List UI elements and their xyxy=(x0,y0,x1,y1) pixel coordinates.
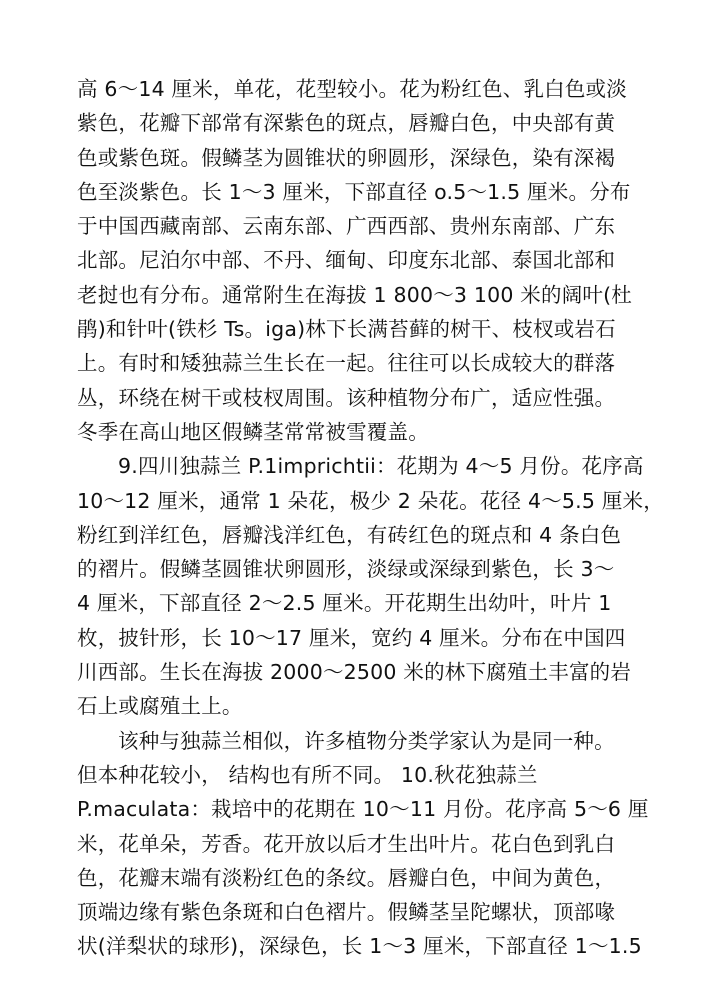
text-line: 顶端边缘有紫色条斑和白色褶片。假鳞茎呈陀螺状，顶部喙 xyxy=(77,900,616,925)
paragraph-start-line: 9.四川独蒜兰 P.1imprichtii：花期为 4～5 月份。花序高 xyxy=(118,454,644,479)
text-line: 但本种花较小， 结构也有所不同。 10.秋花独蒜兰 xyxy=(77,762,538,787)
text-line: 米，花单朵，芳香。花开放以后才生出叶片。花白色到乳白 xyxy=(77,831,616,856)
text-line: 鹃)和针叶(铁杉 Ts。iga)林下长满苔藓的树干、枝杈或岩石 xyxy=(77,317,616,342)
paragraph-start-line: 该种与独蒜兰相似，许多植物分类学家认为是同一种。 xyxy=(118,728,615,753)
text-line: 粉红到洋红色，唇瓣浅洋红色，有砖红色的斑点和 4 条白色 xyxy=(77,522,622,547)
text-line: 色，花瓣末端有淡粉红色的条纹。唇瓣白色，中间为黄色， xyxy=(77,865,616,890)
text-line: 冬季在高山地区假鳞茎常常被雪覆盖。 xyxy=(77,419,429,444)
text-line: 10～12 厘米，通常 1 朵花，极少 2 朵花。花径 4～5.5 厘米， xyxy=(77,488,664,513)
text-line: 色至淡紫色。长 1～3 厘米，下部直径 o.5～1.5 厘米。分布 xyxy=(77,179,631,204)
text-line: 上。有时和矮独蒜兰生长在一起。往往可以长成较大的群落 xyxy=(77,351,616,376)
text-line: 丛，环绕在树干或枝杈周围。该种植物分布广，适应性强。 xyxy=(77,385,616,410)
text-line: 枚，披针形，长 10～17 厘米，宽约 4 厘米。分布在中国四 xyxy=(77,625,626,650)
text-line: 川西部。生长在海拔 2000～2500 米的林下腐殖土丰富的岩 xyxy=(77,660,632,685)
body-text xyxy=(77,72,664,964)
text-line: 老挝也有分布。通常附生在海拔 1 800～3 100 米的阔叶(杜 xyxy=(77,282,633,307)
text-line: P.maculata：栽培中的花期在 10～11 月份。花序高 5～6 厘 xyxy=(77,797,649,822)
text-line: 4 厘米，下部直径 2～2.5 厘米。开花期生出幼叶，叶片 1 xyxy=(77,591,612,616)
text-line: 石上或腐殖土上。 xyxy=(77,694,243,719)
text-line: 色或紫色斑。假鳞茎为圆锥状的卵圆形，深绿色，染有深褐 xyxy=(77,145,616,170)
text-line: 北部。尼泊尔中部、不丹、缅甸、印度东北部、泰国北部和 xyxy=(77,248,616,273)
text-line: 状(洋梨状的球形)，深绿色，长 1～3 厘米，下部直径 1～1.5 xyxy=(77,934,642,959)
text-line: 紫色，花瓣下部常有深紫色的斑点，唇瓣白色，中央部有黄 xyxy=(77,111,616,136)
text-line: 的褶片。假鳞茎圆锥状卵圆形，淡绿或深绿到紫色，长 3～ xyxy=(77,557,615,582)
text-line: 于中国西藏南部、云南东部、广西西部、贵州东南部、广东 xyxy=(77,214,616,239)
text-line: 高 6～14 厘米，单花，花型较小。花为粉红色、乳白色或淡 xyxy=(77,77,627,101)
